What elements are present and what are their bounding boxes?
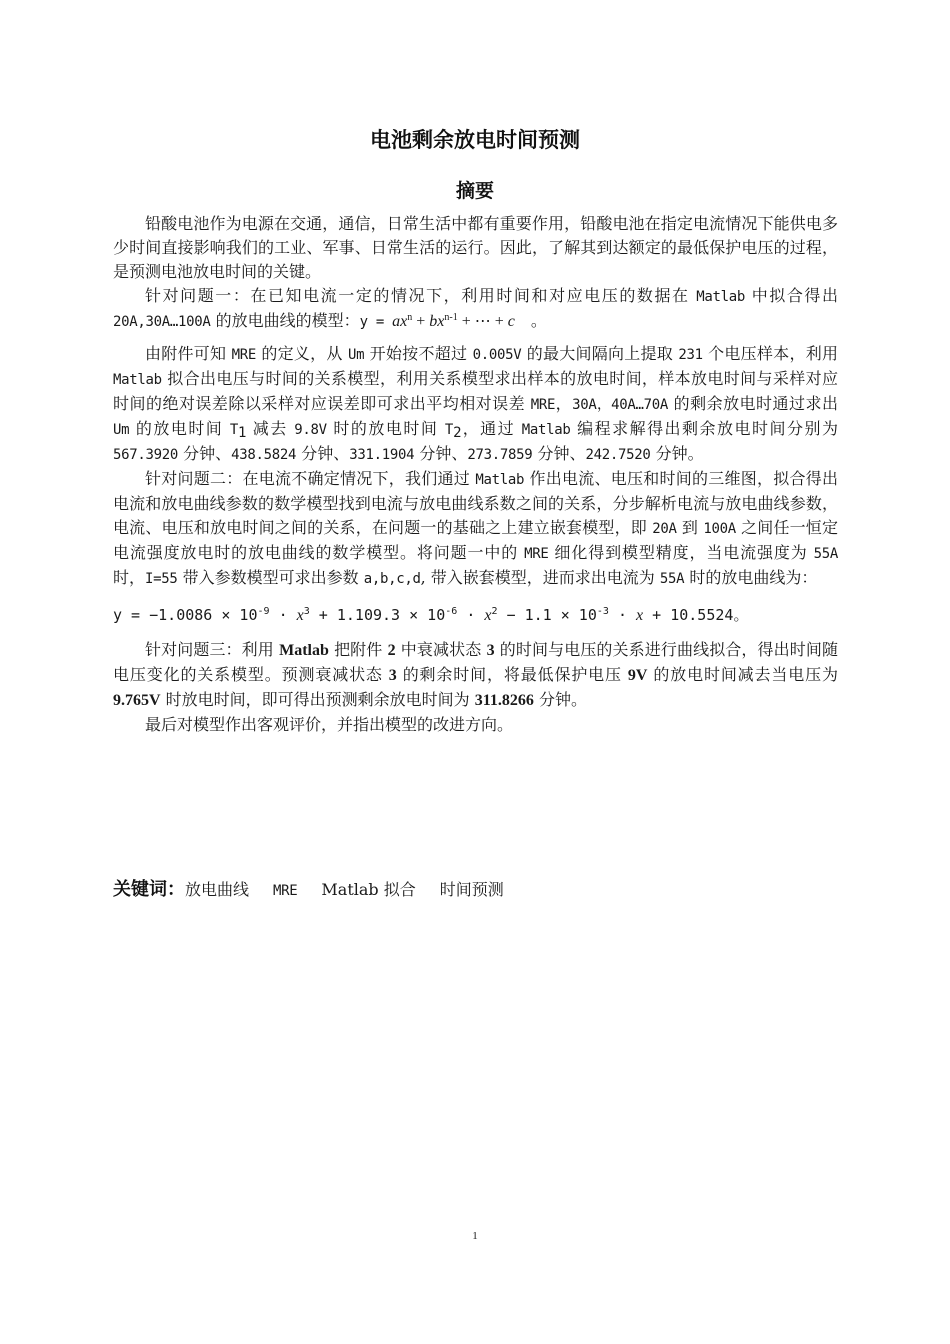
abstract-heading: 摘要 bbox=[455, 180, 494, 202]
discharge-curve-formula: $y = -1.0086 \times 10^{-9} \cdot x^3 + 1.109.3 \times 10^{-6} \cdot x^2 - 1.1 \times 10^{-3} \cdot x + 10.5524$。 bbox=[113, 606, 749, 624]
paper-title: 电池剩余放电时间预测 bbox=[370, 128, 580, 152]
keyword: 放电曲线 bbox=[185, 880, 250, 899]
abstract-paragraph-2: 针对问题一：在已知电流一定的情况下，利用时间和对应电压的数据在 Matlab 中拟合得出 20A,30A…100A 的放电曲线的模型：$y = ax^n + bx^{n-1}$ + ⋯ + c 。 bbox=[113, 286, 838, 330]
keyword: Matlab 拟合 bbox=[321, 880, 416, 899]
abstract-paragraph-5: 针对问题三：利用 Matlab 把附件 2 中衰减状态 3 的时间与电压的关系进行曲线拟合，得出时间随电压变化的关系模型。预测衰减状态 3 的剩余时间，将最低保护电压 9V 的放电时间减去当电压为 9.765V 时放电时间，即可得出预测剩余放电时间为 311.8266 分钟。 bbox=[113, 640, 838, 709]
keyword: MRE bbox=[273, 883, 298, 899]
keywords-label: 关键词： bbox=[113, 879, 185, 900]
abstract-paragraph-1: 铅酸电池作为电源在交通，通信，日常生活中都有重要作用，铅酸电池在指定电流情况下能供电多少时间直接影响我们的工业、军事、日常生活的运行。因此，了解其到达额定的最低保护电压的过程，是预测电池放电时间的关键。 bbox=[113, 214, 838, 281]
abstract-paragraph-4: 针对问题二：在电流不确定情况下，我们通过 Matlab 作出电流、电压和时间的三维图，拟合得出电流和放电曲线参数的数学模型找到电流与放电曲线系数之间的关系，分步解析电流与放电曲线参数，电流、电压和放电时间之间的关系，在问题一的基础之上建立嵌套模型，即 20A 到 100A 之间任一恒定电流强度放电时的放电曲线的数学模型。将问题一中的 MRE 细化得到模型精度，当电流强度为 55A 时，I=55 带入参数模型可求出参数 a,b,c,d, 带入嵌套模型，进而求出电流为 55A 时的放电曲线为： bbox=[113, 469, 838, 587]
abstract-body bbox=[113, 212, 838, 737]
keyword: 时间预测 bbox=[439, 880, 504, 899]
keywords-line bbox=[113, 875, 528, 901]
abstract-paragraph-3: 由附件可知 MRE 的定义，从 Um 开始按不超过 0.005V 的最大间隔向上提取 231 个电压样本，利用 Matlab 拟合出电压与时间的关系模型，利用关系模型求出样本的放电时间，样本放电时间与采样对应时间的绝对误差除以采样对应误差即可求出平均相对误差 MRE，30A，40A…70A 的剩余放电时通过求出 Um 的放电时间 $T_1$ 减去 9.8V 时的放电时间 $T_2$，通过 Matlab 编程求解得出剩余放电时间分别为 567.3920 分钟、438.5824 分钟、331.1904 分钟、273.7859 分钟、242.7520 分钟。 bbox=[113, 344, 838, 463]
page-number: 1 bbox=[472, 1230, 478, 1242]
curve-model-formula: $y = ax^n + bx^{n-1}$ + ⋯ + c bbox=[359, 312, 515, 330]
abstract-paragraph-6: 最后对模型作出客观评价，并指出模型的改进方向。 bbox=[145, 715, 514, 734]
